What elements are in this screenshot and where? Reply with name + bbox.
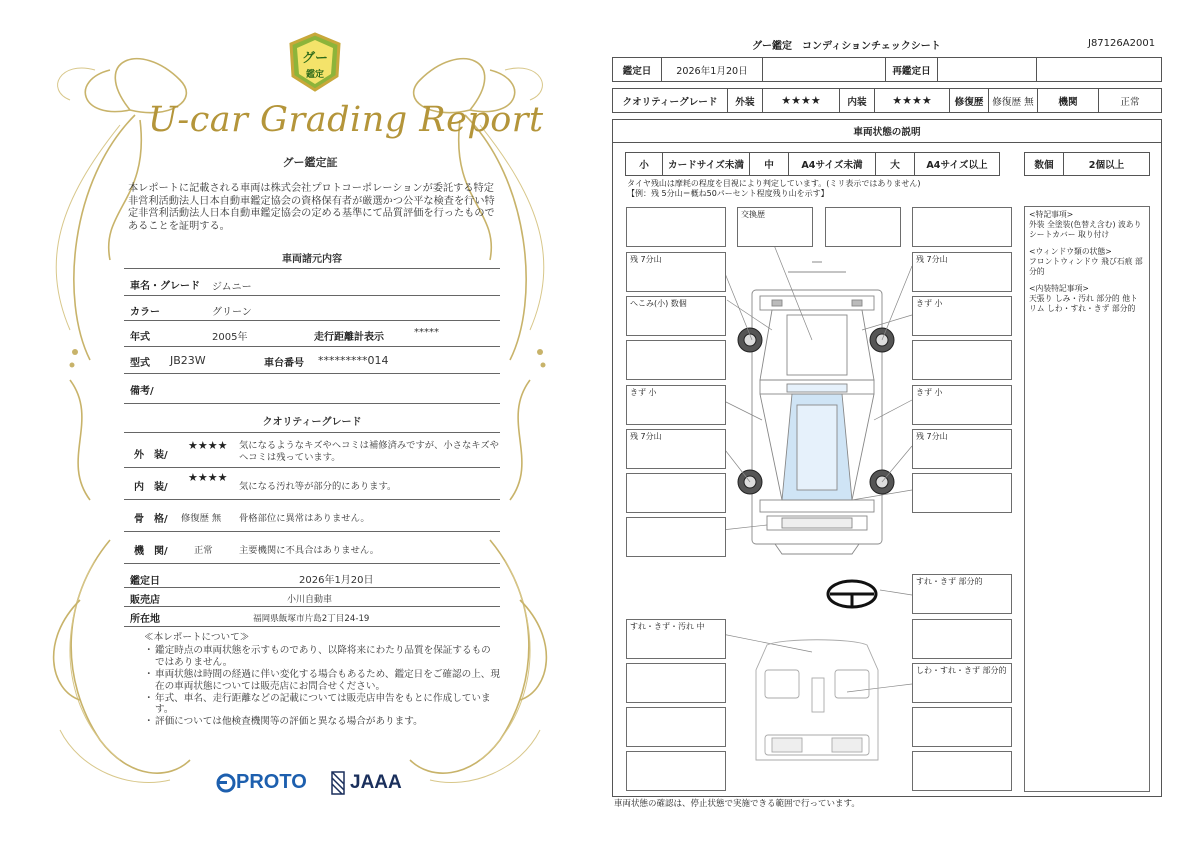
count-desc: 2個以上 [1063, 152, 1150, 176]
divider [124, 467, 500, 468]
color-value: グリーン [212, 307, 252, 318]
year-value: 2005年 [212, 332, 248, 343]
engine-label: 機 関/ [134, 546, 168, 557]
jaaa-logo-icon [328, 770, 348, 796]
certificate-title: グー鑑定証 [282, 156, 338, 169]
divider [124, 432, 500, 433]
quality-heading: クオリティーグレード [262, 417, 362, 428]
annotation-box [912, 707, 1012, 747]
sheet-title: グー鑑定 コンディションチェックシート [752, 41, 941, 52]
special-notes-text: 外装 全塗装(色替え含む) 波あり シートカバー 取り付け [1029, 220, 1142, 239]
model-value: JB23W [170, 354, 206, 367]
svg-text:グー: グー [301, 51, 329, 66]
notes-heading: ≪本レポートについて≫ [144, 632, 250, 643]
divider [124, 499, 500, 500]
interior-notes-text: 天張り しみ・汚れ 部分的 他トリム しわ・すれ・きず 部分的 [1029, 294, 1138, 313]
tire-note-line: タイヤ残山は摩耗の程度を目視により判定しています。(ミリ表示ではありません) [627, 179, 921, 188]
annotation-box [626, 340, 726, 380]
annotation-box [626, 663, 726, 703]
proto-logo-text: PROTO [236, 771, 307, 793]
annotation-box [912, 751, 1012, 791]
reinspect-date-label: 再鑑定日 [885, 57, 938, 82]
exterior-text: 気になるようなキズやヘコミは補修済みですが、小さなキズやヘコミは残っています。 [239, 440, 499, 463]
divider [124, 403, 500, 404]
note-item: ・ 車両状態は時間の経過に伴い変化する場合もあるため、鑑定日をご確認の上、現在の車両状態については販売店にお問合せください。 [144, 668, 500, 692]
jaaa-logo-text: JAAA [350, 772, 402, 793]
mileage-label: 走行距離計表示 [314, 332, 384, 343]
exterior-stars: ★★★★ [762, 88, 840, 113]
location-label: 所在地 [130, 614, 160, 625]
year-label: 年式 [130, 332, 150, 343]
tire-rear-right-box: 残 7分山 [912, 429, 1012, 469]
note-item: ・ 評価については他検査機関等の評価と異なる場合があります。 [144, 716, 423, 728]
scratch-left-box: きず 小 [626, 385, 726, 425]
inspection-date-label: 鑑定日 [130, 576, 160, 587]
car-name-value: ジムニー [212, 282, 252, 293]
quality-grade-label: クオリティーグレード [612, 88, 728, 113]
repair-history-label: 修復歴 [949, 88, 989, 113]
divider [124, 320, 500, 321]
divider [124, 606, 500, 607]
size-large-desc: A4サイズ以上 [914, 152, 1000, 176]
report-notes [144, 632, 500, 728]
location-value: 福岡県飯塚市片島2丁目24-19 [253, 614, 370, 624]
special-notes-heading: <特記事項> [1029, 210, 1074, 219]
annotation-box [825, 207, 901, 247]
sheet-footer: 車両状態の確認は、停止状態で実施できる範囲で行っています。 [614, 799, 860, 809]
color-label: カラー [130, 307, 160, 318]
count-label: 数個 [1024, 152, 1064, 176]
divider [124, 346, 500, 347]
exterior-stars: ★★★★ [188, 439, 228, 452]
window-notes-text: フロントウィンドウ 飛び石痕 部分的 [1029, 257, 1143, 276]
tire-note-example: 【例：残 5分山＝概ね50パーセント程度残り山を示す】 [627, 189, 829, 198]
reinspect-date-value [937, 57, 1037, 82]
document-id: J87126A2001 [1088, 38, 1156, 49]
interior-label: 内装 [839, 88, 875, 113]
frame-label: 骨 格/ [134, 514, 168, 525]
divider [124, 373, 500, 374]
engine-label: 機関 [1037, 88, 1099, 113]
dent-box: へこみ(小) 数個 [626, 296, 726, 336]
interior-text: 気になる汚れ等が部分的にあります。 [239, 481, 397, 492]
divider [124, 626, 500, 627]
svg-text:鑑定: 鑑定 [305, 70, 325, 80]
annotation-box [912, 473, 1012, 513]
inspect-date-value: 2026年1月20日 [661, 57, 763, 82]
engine-text: 主要機関に不具合はありません。 [239, 545, 380, 556]
mileage-value: ***** [414, 327, 439, 338]
frame-text: 骨格部位に異常はありません。 [239, 513, 370, 524]
inspect-date-label: 鑑定日 [612, 57, 662, 82]
annotation-box [912, 619, 1012, 659]
interior-notes-heading: <内装特記事項> [1029, 284, 1089, 293]
chassis-label: 車台番号 [264, 358, 304, 369]
dealer-label: 販売店 [130, 595, 160, 606]
tire-front-left-box: 残 7分山 [626, 252, 726, 292]
exterior-label: 外 装/ [134, 450, 168, 461]
size-mid-desc: A4サイズ未満 [788, 152, 876, 176]
model-label: 型式 [130, 358, 150, 369]
annotation-box [626, 473, 726, 513]
goo-appraisal-badge-icon [287, 32, 343, 94]
dealer-value: 小川自動車 [287, 595, 333, 605]
empty-cell [1036, 57, 1162, 82]
repair-history-value: 修復歴 無 [988, 88, 1038, 113]
explain-heading: 車両状態の説明 [612, 119, 1162, 143]
tire-rear-left-box: 残 7分山 [626, 429, 726, 469]
seat-front-box: すれ・きず・汚れ 中 [626, 619, 726, 659]
divider [124, 531, 500, 532]
size-small-desc: カードサイズ未満 [662, 152, 750, 176]
note-item: ・ 鑑定時点の車両状態を示すものであり、以降将来にわたり品質を保証するものではありません。 [144, 644, 491, 668]
annotation-box [626, 517, 726, 557]
steering-box: すれ・きず 部分的 [912, 574, 1012, 614]
inspection-date-value: 2026年1月20日 [299, 575, 374, 586]
frame-value: 修復歴 無 [181, 513, 222, 524]
annotation-box [626, 751, 726, 791]
tire-note [627, 179, 920, 199]
annotation-box [626, 207, 726, 247]
exchange-history-box: 交換歴 [737, 207, 813, 247]
proto-logo-icon [216, 772, 236, 794]
scratch-right-box-1: きず 小 [912, 296, 1012, 336]
seat-right-box: しわ・すれ・きず 部分的 [912, 663, 1012, 703]
remarks-label: 備考/ [130, 386, 154, 397]
tire-front-right-box: 残 7分山 [912, 252, 1012, 292]
special-notes [1024, 206, 1150, 792]
size-small-label: 小 [625, 152, 663, 176]
engine-value: 正常 [1098, 88, 1162, 113]
interior-stars: ★★★★ [874, 88, 950, 113]
window-notes-heading: <ウィンドウ類の状態> [1029, 247, 1112, 256]
car-name-label: 車名・グレード [130, 281, 200, 292]
specs-heading: 車両諸元内容 [282, 254, 342, 265]
size-mid-label: 中 [749, 152, 789, 176]
interior-stars: ★★★★ [188, 471, 228, 484]
divider [124, 587, 500, 588]
note-item: ・ 年式、車名、走行距離などの記載については販売店申告をもとに作成しています。 [144, 692, 491, 716]
script-title: U-car Grading Report [148, 100, 544, 140]
annotation-box [912, 207, 1012, 247]
chassis-value: *********014 [318, 354, 389, 367]
certificate-intro: 本レポートに記載される車両は株式会社プロトコーポレーションが委託する特定非営利活動法人日本自動車鑑定協会の資格保有者が厳選かつ公平な検査を行い特定非営利活動法人日本自動車鑑定協会の定める基準にて品質評価を行ったものであることを証明する。 [128, 183, 495, 232]
divider [124, 563, 500, 564]
divider [124, 268, 500, 269]
annotation-box [912, 340, 1012, 380]
interior-label: 内 装/ [134, 482, 168, 493]
annotation-box [626, 707, 726, 747]
steering-wheel-icon [828, 581, 876, 607]
scratch-right-box-2: きず 小 [912, 385, 1012, 425]
size-large-label: 大 [875, 152, 915, 176]
divider [124, 295, 500, 296]
empty-cell [762, 57, 886, 82]
engine-value: 正常 [194, 545, 213, 556]
exterior-label: 外装 [727, 88, 763, 113]
